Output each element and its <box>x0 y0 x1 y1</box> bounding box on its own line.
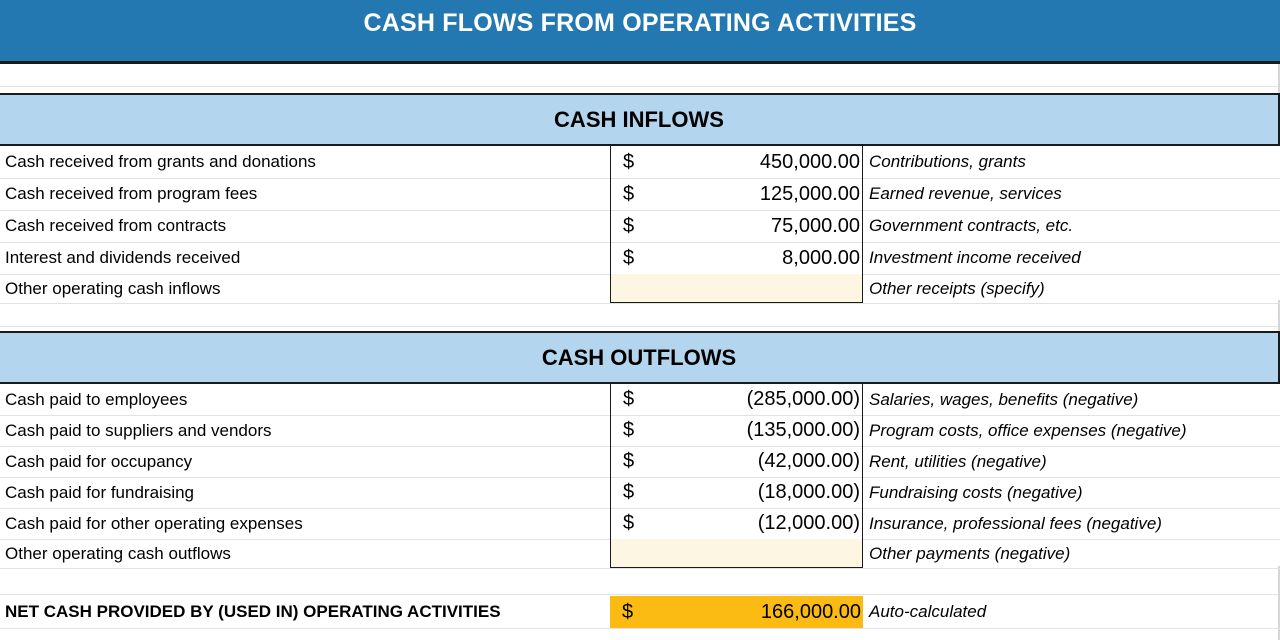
outflow-row-other-expenses <box>0 508 1280 539</box>
row-note: Salaries, wages, benefits (negative) <box>869 389 1139 409</box>
sheet-title: CASH FLOWS FROM OPERATING ACTIVITIES <box>363 9 917 37</box>
amount-input-other-outflows[interactable] <box>610 539 863 568</box>
net-cash-amount-cell[interactable] <box>610 596 863 628</box>
amount-value: (135,000.00) <box>746 419 860 441</box>
amount-cell[interactable] <box>610 415 863 446</box>
inflow-row-program-fees <box>0 178 1280 210</box>
amount-value: (42,000.00) <box>757 450 860 472</box>
amount-cell[interactable] <box>610 384 863 415</box>
row-note: Investment income received <box>869 248 1081 267</box>
row-label: Cash paid for fundraising <box>5 482 195 502</box>
net-cash-note: Auto-calculated <box>869 602 987 621</box>
row-label: Cash received from grants and donations <box>5 152 316 171</box>
inflows-header <box>0 93 1280 146</box>
amount-value: (18,000.00) <box>757 481 860 503</box>
amount-cell[interactable] <box>610 178 863 210</box>
gridline <box>0 326 1280 327</box>
outflow-row-occupancy <box>0 446 1280 477</box>
row-note: Earned revenue, services <box>869 184 1062 203</box>
amount-cell[interactable] <box>610 210 863 242</box>
outflow-row-employees <box>0 384 1280 415</box>
row-label: Cash paid for occupancy <box>5 451 193 471</box>
amount-value: 75,000.00 <box>771 214 860 237</box>
row-note: Other receipts (specify) <box>869 278 1045 298</box>
outflow-row-suppliers <box>0 415 1280 446</box>
outflows-header <box>0 331 1280 384</box>
currency-symbol: $ <box>623 450 635 472</box>
amount-value: (285,000.00) <box>746 388 860 410</box>
row-note: Contributions, grants <box>869 152 1026 171</box>
row-note: Government contracts, etc. <box>869 216 1074 235</box>
inflows-header-label: CASH INFLOWS <box>554 106 724 132</box>
inflow-row-contracts <box>0 210 1280 242</box>
amount-input-other-inflows[interactable] <box>610 274 863 303</box>
row-note: Fundraising costs (negative) <box>869 482 1083 502</box>
inflow-row-interest <box>0 242 1280 274</box>
net-cash-row <box>0 596 1280 628</box>
row-label: Cash paid for other operating expenses <box>5 513 303 533</box>
amount-value: 450,000.00 <box>759 150 860 173</box>
currency-symbol: $ <box>623 182 635 205</box>
gridline <box>0 86 1280 87</box>
currency-symbol: $ <box>623 388 635 410</box>
gridline <box>0 628 1280 629</box>
row-note: Rent, utilities (negative) <box>869 451 1047 471</box>
row-note: Insurance, professional fees (negative) <box>869 513 1162 533</box>
amount-cell[interactable] <box>610 146 863 178</box>
amount-cell[interactable] <box>610 477 863 508</box>
gridline <box>0 303 1280 304</box>
row-note: Other payments (negative) <box>869 543 1071 563</box>
row-label: Other operating cash outflows <box>5 543 231 563</box>
currency-symbol: $ <box>623 246 635 269</box>
currency-symbol: $ <box>623 481 635 503</box>
gridline <box>0 568 1280 569</box>
amount-cell[interactable] <box>610 446 863 477</box>
currency-symbol: $ <box>623 419 635 441</box>
amount-value: 8,000.00 <box>782 246 860 269</box>
row-label: Cash paid to employees <box>5 389 188 409</box>
amount-value: 125,000.00 <box>759 182 860 205</box>
row-label: Interest and dividends received <box>5 248 241 267</box>
row-label: Cash received from contracts <box>5 216 227 235</box>
net-cash-value: 166,000.00 <box>760 600 861 623</box>
currency-symbol: $ <box>622 600 634 623</box>
currency-symbol: $ <box>623 512 635 534</box>
amount-cell[interactable] <box>610 242 863 274</box>
currency-symbol: $ <box>623 150 635 173</box>
outflow-row-other <box>0 539 1280 568</box>
currency-symbol: $ <box>623 214 635 237</box>
net-cash-label: NET CASH PROVIDED BY (USED IN) OPERATING ACTIVITIES <box>5 602 501 621</box>
outflow-row-fundraising <box>0 477 1280 508</box>
amount-cell[interactable] <box>610 508 863 539</box>
gridline <box>0 594 1280 595</box>
row-label: Cash paid to suppliers and vendors <box>5 420 272 440</box>
row-label: Other operating cash inflows <box>5 278 221 298</box>
outflows-header-label: CASH OUTFLOWS <box>541 344 737 370</box>
row-note: Program costs, office expenses (negative) <box>869 420 1187 440</box>
amount-value: (12,000.00) <box>757 512 860 534</box>
inflow-row-grants <box>0 146 1280 178</box>
inflow-row-other <box>0 274 1280 303</box>
row-label: Cash received from program fees <box>5 184 258 203</box>
title-bar <box>0 0 1280 64</box>
